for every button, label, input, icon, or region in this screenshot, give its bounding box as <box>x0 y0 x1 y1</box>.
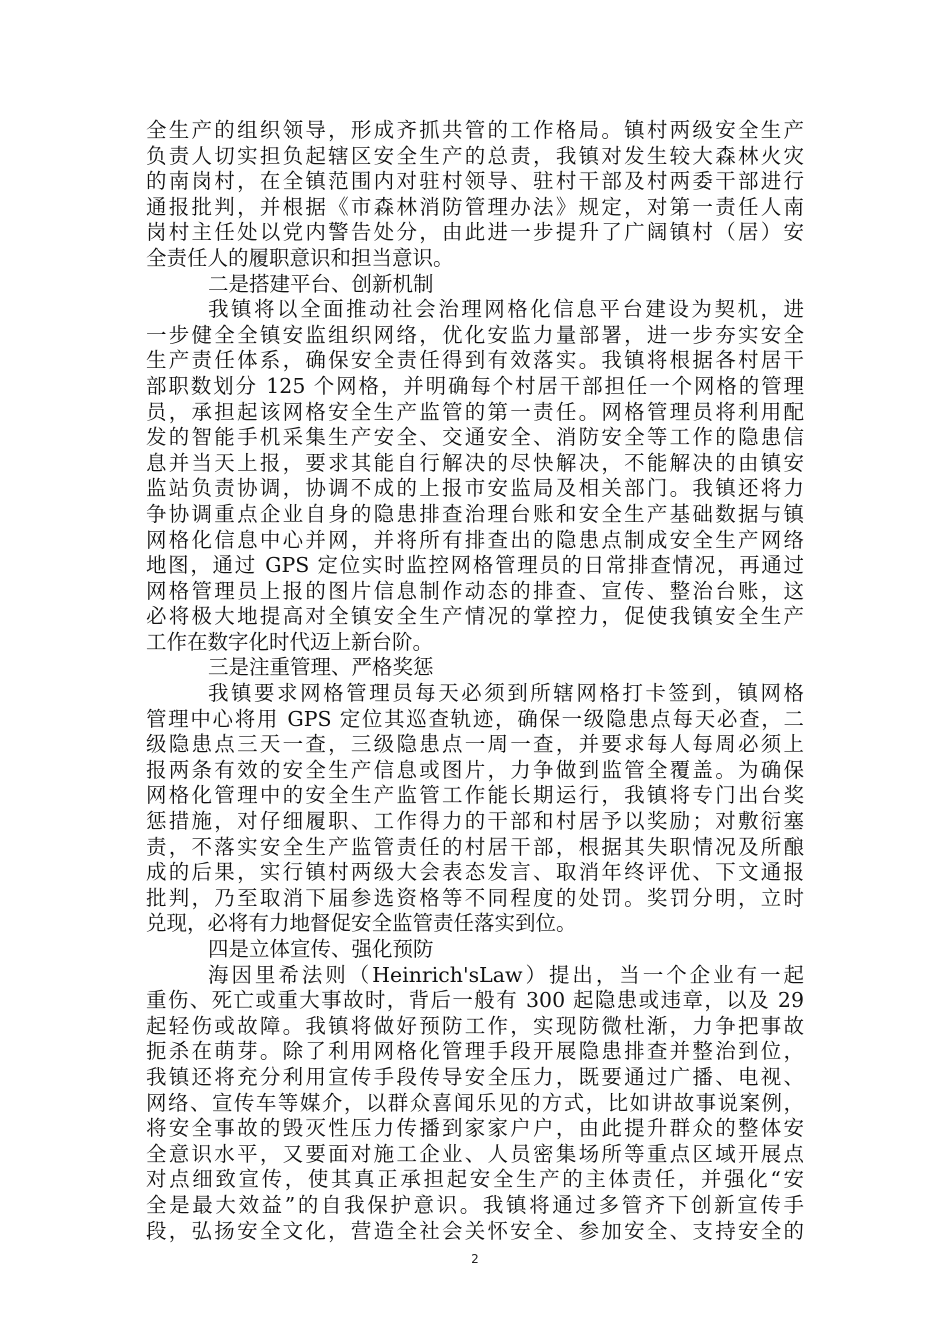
text-line: 全责任人的履职意识和担当意识。 <box>146 245 454 270</box>
text-line: 段，弘扬安全文化，营造全社会关怀安全、参加安全、支持安全的 <box>146 1218 804 1243</box>
text-line: 一步健全全镇安监组织网络，优化安监力量部署，进一步夯实安全 <box>146 322 804 347</box>
text-line: 报两条有效的安全生产信息或图片，力争做到监管全覆盖。为确保 <box>146 757 804 782</box>
text-line: 重伤、死亡或重大事故时，背后一般有 300 起隐患或违章，以及 29 <box>146 988 804 1013</box>
text-line: 员，承担起该网格安全生产监管的第一责任。网格管理员将利用配 <box>146 399 804 424</box>
heading-line: 四是立体宣传、强化预防 <box>208 937 434 961</box>
text-line: 生产责任体系，确保安全责任得到有效落实。我镇将根据各村居干 <box>146 348 804 373</box>
text-line: 将安全事故的毁灭性压力传播到家家户户，由此提升群众的整体安 <box>146 1116 804 1141</box>
paragraph <box>146 963 804 1245</box>
text-line: 网格化信息中心并网，并将所有排查出的隐患点制成安全生产网络 <box>146 527 804 552</box>
heading-line: 二是搭建平台、创新机制 <box>208 271 434 296</box>
text-line: 争协调重点企业自身的隐患排查治理台账和安全生产基础数据与镇 <box>146 501 804 526</box>
text-line: 我镇还将充分利用宣传手段传导安全压力，既要通过广播、电视、 <box>146 1064 804 1089</box>
heading-line: 三是注重管理、严格奖惩 <box>208 655 434 680</box>
text-line: 的南岗村，在全镇范围内对驻村领导、驻村干部及村两委干部进行 <box>146 169 804 194</box>
text-line: 成的后果，实行镇村两级大会表态发言、取消年终评优、下文通报 <box>146 860 804 885</box>
text-line: 批判，乃至取消下届参选资格等不同程度的处罚。奖罚分明，立时 <box>146 885 804 910</box>
text-line: 全意识水平，又要面对施工企业、人员密集场所等重点区域开展点 <box>146 1141 804 1166</box>
section-heading <box>146 937 804 963</box>
document-body <box>146 118 804 1244</box>
text-line: 责，不落实安全生产监管责任的村居干部，根据其失职情况及所酿 <box>146 834 804 859</box>
paragraph <box>146 118 804 272</box>
section-heading <box>146 655 804 681</box>
text-line: 必将极大地提高对全镇安全生产情况的掌控力，促使我镇安全生产 <box>146 604 804 629</box>
text-line: 级隐患点三天一查，三级隐患点一周一查，并要求每人每周必须上 <box>146 732 804 757</box>
text-line: 网格管理员上报的图片信息制作动态的排查、宣传、整治台账，这 <box>146 578 804 603</box>
text-line: 我镇将以全面推动社会治理网格化信息平台建设为契机，进 <box>208 297 804 322</box>
text-line: 兑现，必将有力地督促安全监管责任落实到位。 <box>146 911 577 936</box>
text-line: 扼杀在萌芽。除了利用网格化管理手段开展隐患排查并整治到位， <box>146 1039 804 1064</box>
text-line: 工作在数字化时代迈上新台阶。 <box>146 629 433 654</box>
section-heading <box>146 272 804 298</box>
text-line: 部职数划分 125 个网格，并明确每个村居干部担任一个网格的管理 <box>146 373 804 398</box>
paragraph <box>146 297 804 655</box>
page-number: 2 <box>471 1252 479 1266</box>
text-line: 网络、宣传车等媒介，以群众喜闻乐见的方式，比如讲故事说案例， <box>146 1090 804 1115</box>
text-line: 管理中心将用 GPS 定位其巡查轨迹，确保一级隐患点每天必查，二 <box>146 706 804 731</box>
text-line: 我镇要求网格管理员每天必须到所辖网格打卡签到，镇网格 <box>208 681 804 706</box>
paragraph <box>146 681 804 937</box>
text-line: 发的智能手机采集生产安全、交通安全、消防安全等工作的隐患信 <box>146 425 804 450</box>
text-line: 惩措施，对仔细履职、工作得力的干部和村居予以奖励；对敷衍塞 <box>146 809 804 834</box>
text-line: 息并当天上报，要求其能自行解决的尽快解决，不能解决的由镇安 <box>146 450 804 475</box>
text-line: 监站负责协调，协调不成的上报市安监局及相关部门。我镇还将力 <box>146 476 804 501</box>
text-line: 岗村主任处以党内警告处分，由此进一步提升了广阔镇村（居）安 <box>146 220 804 245</box>
text-line: 网格化管理中的安全生产监管工作能长期运行，我镇将专门出台奖 <box>146 783 804 808</box>
text-line: 地图，通过 GPS 定位实时监控网格管理员的日常排查情况，再通过 <box>146 553 804 578</box>
text-line: 全是最大效益”的自我保护意识。我镇将通过多管齐下创新宣传手 <box>146 1192 804 1217</box>
text-line: 通报批判，并根据《市森林消防管理办法》规定，对第一责任人南 <box>146 194 804 219</box>
text-line: 对点细致宣传，使其真正承担起安全生产的主体责任，并强化“安 <box>146 1167 804 1192</box>
text-line: 负责人切实担负起辖区安全生产的总责，我镇对发生较大森林火灾 <box>146 143 804 168</box>
text-line: 起轻伤或故障。我镇将做好预防工作，实现防微杜渐，力争把事故 <box>146 1013 804 1038</box>
text-line: 海因里希法则（Heinrich'sLaw）提出，当一个企业有一起 <box>208 962 804 987</box>
text-line: 全生产的组织领导，形成齐抓共管的工作格局。镇村两级安全生产 <box>146 118 804 142</box>
